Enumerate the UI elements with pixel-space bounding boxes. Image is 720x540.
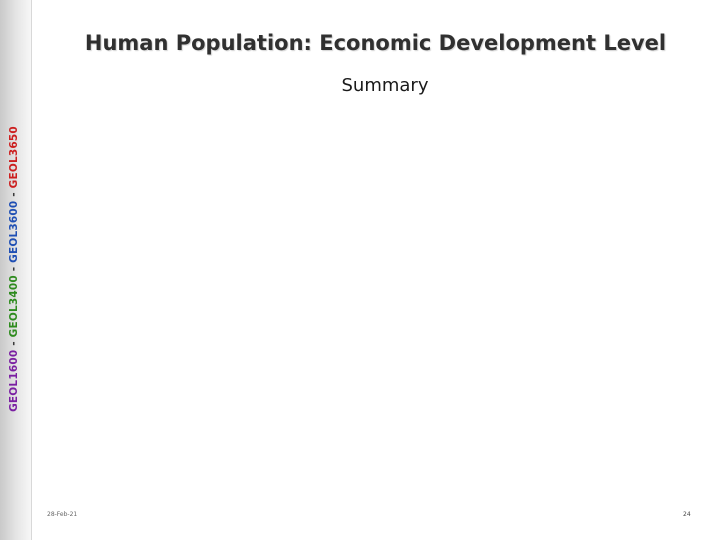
course-code-separator: - [8,188,20,201]
course-code-1: GEOL1600 [8,349,20,412]
course-code-separator: - [8,337,20,350]
course-code-4: GEOL3650 [8,126,20,189]
course-code-2: GEOL3400 [8,275,20,338]
footer-date: 28-Feb-21 [47,511,78,518]
slide-title: Human Population: Economic Development Level [84,31,667,55]
course-code-3: GEOL3600 [8,200,20,263]
page-number: 24 [683,511,691,518]
slide-subtitle: Summary [341,75,429,96]
course-code-separator: - [8,262,20,276]
course-codes-label [8,126,20,412]
